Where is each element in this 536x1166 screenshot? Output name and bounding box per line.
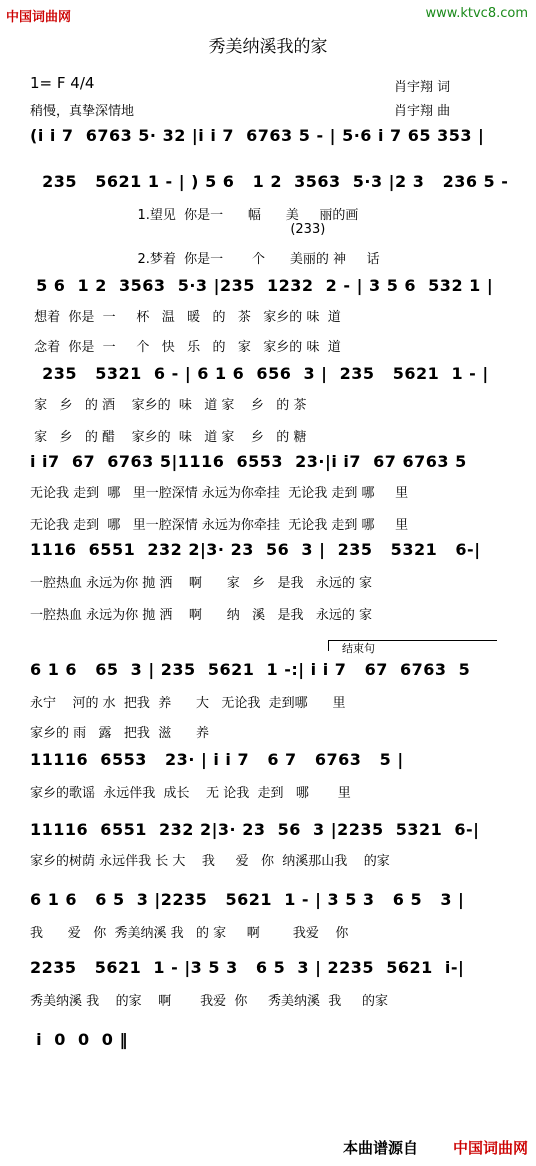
- lyric-line: 无论我 走到 哪 里一腔深情 永远为你牵挂 无论我 走到 哪 里: [30, 486, 409, 501]
- song-title: 秀美纳溪我的家: [208, 37, 328, 57]
- notation-line: 2235 5621 1 - |3 5 3 6 5 3 | 2235 5621 i-|: [30, 958, 465, 977]
- notation-line: i i7 67 6763 5|1116 6553 23·|i i7 67 6763 5: [30, 452, 467, 471]
- lyric-line: 我 爱 你 秀美纳溪 我 的 家 啊 我爱 你: [30, 926, 349, 941]
- source-label: 本曲谱源自: [342, 1139, 418, 1157]
- lyric-line: 家乡的 雨 露 把我 滋 养: [30, 726, 209, 741]
- notation-line: 1116 6551 232 2|3· 23 56 3 | 235 5321 6-|: [30, 540, 481, 559]
- lyric-line: 想着 你是 一 杯 温 暖 的 茶 家乡的 味 道: [30, 310, 341, 325]
- lyric-line: 秀美纳溪 我 的家 啊 我爱 你 秀美纳溪 我 的家: [30, 994, 388, 1009]
- lyricist: 肖宇翔 词: [394, 80, 451, 95]
- tempo-marking: 稍慢，真挚深情地: [30, 104, 135, 119]
- lyric-line: 家 乡 的 酒 家乡的 味 道 家 乡 的 茶: [30, 398, 307, 413]
- notation-line: 235 5621 1 - | ) 5 6 1 2 3563 5·3 |2 3 236 5 -: [30, 172, 509, 191]
- notation-line: 11116 6553 23· | i i 7 6 7 6763 5 |: [30, 750, 404, 769]
- lyric-line: 一腔热血 永远为你 抛 洒 啊 家 乡 是我 永远的 家: [30, 576, 373, 591]
- watermark-left: 中国词曲网: [6, 10, 72, 25]
- notation-line: 6 1 6 6 5 3 |2235 5621 1 - | 3 5 3 6 5 3 |: [30, 890, 465, 909]
- lyric-line: 念着 你是 一 个 快 乐 的 家 家乡的 味 道: [30, 340, 341, 355]
- notation-line: 11116 6551 232 2|3· 23 56 3 |2235 5321 6-|: [30, 820, 480, 839]
- notation-line: 5 6 1 2 3563 5·3 |235 1232 2 - | 3 5 6 532 1 |: [30, 276, 494, 295]
- composer: 肖宇翔 曲: [394, 104, 451, 119]
- key-time-signature: 1= F 4/4: [30, 74, 95, 92]
- lyric-line: 无论我 走到 哪 里一腔深情 永远为你牵挂 无论我 走到 哪 里: [30, 518, 409, 533]
- watermark-right: www.ktvc8.com: [425, 6, 528, 21]
- coda-label: 结束句: [342, 642, 375, 655]
- lyric-line: 1.望见 你是一 幅 美 丽的画: [30, 208, 359, 223]
- notation-line: 235 5321 6 - | 6 1 6 656 3 | 235 5621 1 - |: [30, 364, 489, 383]
- notation-line: i 0 0 0 ‖: [30, 1030, 128, 1049]
- notation-line: 6 1 6 65 3 | 235 5621 1 -:| i i 7 67 6763 5: [30, 660, 471, 679]
- lyric-line: 永宁 河的 水 把我 养 大 无论我 走到哪 里: [30, 696, 346, 711]
- lyric-line: 家乡的树荫 永远伴我 长 大 我 爱 你 纳溪那山我 的家: [30, 854, 390, 869]
- notation-line: (i i 7 6763 5· 32 |i i 7 6763 5 - | 5·6 i 7 65 353 |: [30, 126, 485, 145]
- lyric-line: (233): [30, 222, 326, 237]
- lyric-line: 家 乡 的 醋 家乡的 味 道 家 乡 的 糖: [30, 430, 307, 445]
- lyric-line: 2.梦着 你是一 个 美丽的 神 话: [30, 252, 380, 267]
- lyric-line: 家乡的歌谣 永远伴我 成长 无 论我 走到 哪 里: [30, 786, 351, 801]
- lyric-line: 一腔热血 永远为你 抛 洒 啊 纳 溪 是我 永远的 家: [30, 608, 373, 623]
- source-site: 中国词曲网: [452, 1139, 528, 1157]
